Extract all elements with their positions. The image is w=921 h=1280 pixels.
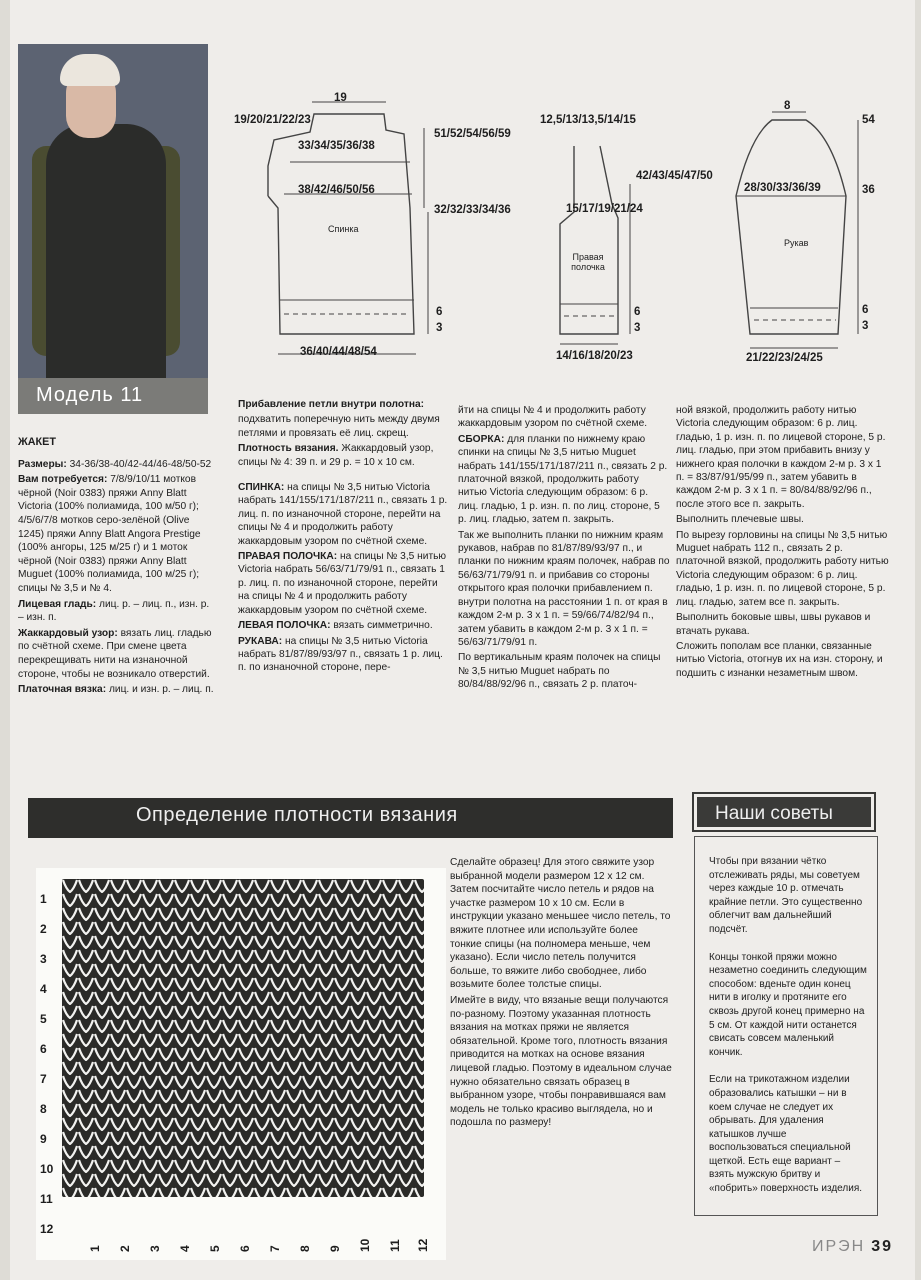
ruler-h-11: 11 xyxy=(388,1239,402,1252)
sleeve-bottom-label: 21/22/23/24/25 xyxy=(746,352,823,364)
text-column-2 xyxy=(238,398,448,677)
inc-title: Прибавление петли внутри полотна: xyxy=(238,399,425,410)
front-top-label: 12,5/13/13,5/14/15 xyxy=(540,114,636,126)
assembly-p2: Так же выполнить планки по нижним краям рукавов, набрав по 81/87/89/93/97 п., и планки по нижним краям полочек, набрав по 56/63/71/79/91 п. и прибавив со стороны открытого края полочки прибавлением п. внутри полотна на расстоянии 1 п. от края в каждом 2-м р. 3 х 1 п. = 59/66/74/82/94 п., затем убавить в каждом 2-м р. 3 х 1 п. = 56/63/71/79/91 п. xyxy=(458,529,670,648)
sleeve-right-1: 54 xyxy=(862,114,875,126)
back-section-text: на спицы № 3,5 нитью Victoria набрать 141/155/171/187/211 п., связать 1 р. лиц. п. по изнаночной стороне, перейти на спицы № 4 и продолжить работу жаккардовым узором по счётной схеме. xyxy=(238,482,448,547)
ruler-horizontal xyxy=(62,1200,442,1256)
front-name: Правая полочка xyxy=(571,252,605,272)
front-right-3: 6 xyxy=(634,306,641,318)
sleeve-right-2: 36 xyxy=(862,184,875,196)
density-text xyxy=(450,856,672,1132)
tips-title: Наши советы xyxy=(694,794,874,830)
gauge-label: Плотность вязания. xyxy=(238,443,339,455)
hair xyxy=(60,54,120,86)
ruler-v-9: 9 xyxy=(40,1132,47,1146)
left-front-label: ЛЕВАЯ ПОЛОЧКА: xyxy=(238,620,331,632)
jacq-value: вязать лиц. гладью по счётной схеме. При смене цвета перекрещивать нити на изнаночной стороне, чтобы не возникало отверстий. xyxy=(18,627,212,680)
stst-value: лиц. р. – лиц. п., изн. р. – изн. п. xyxy=(18,598,210,624)
figure xyxy=(46,124,166,384)
col4-p4: Выполнить боковые швы, швы рукавов и втачать рукава. xyxy=(676,612,871,637)
density-title: Определение плотности вязания xyxy=(136,804,458,826)
right-front-text: на спицы № 3,5 нитью Victoria набрать 56/63/71/79/91 п., связать 1 р. лиц. п. по изнаночной стороне, перейти на спицы № 4 и продолжить работу жаккардовым узором по счётной схеме. xyxy=(238,551,447,616)
front-bottom-label: 14/16/18/20/23 xyxy=(556,350,633,362)
sleeves-text: на спицы № 3,5 нитью Victoria набрать 81/87/89/93/97 п., связать 1 р. лиц. п. по изнаночной стороне, пере- xyxy=(238,635,443,674)
front-right-4: 3 xyxy=(634,322,641,334)
back-top-label: 19 xyxy=(334,92,347,104)
scheme-front xyxy=(530,84,730,384)
front-outline xyxy=(530,84,730,384)
ruler-h-3: 3 xyxy=(148,1245,162,1252)
scheme-back xyxy=(224,84,524,384)
col4-p2: Выполнить плечевые швы. xyxy=(676,514,804,526)
sleeve-top-label: 8 xyxy=(784,100,791,112)
garter-value: лиц. и изн. р. – лиц. п. xyxy=(108,684,214,696)
back-right-3: 6 xyxy=(436,306,443,318)
ruler-vertical xyxy=(36,880,60,1250)
text-column-4 xyxy=(676,404,890,682)
back-section-label: СПИНКА: xyxy=(238,482,285,494)
ruler-v-10: 10 xyxy=(40,1162,54,1176)
left-column xyxy=(18,436,216,699)
back-left-label: 19/20/21/22/23 xyxy=(234,114,311,126)
col4-p5: Сложить пополам все планки, связанные нитью Victoria, отогнув их на изн. сторону, и подшить с изнанки незаметным швом. xyxy=(676,640,883,679)
ruler-v-3: 3 xyxy=(40,952,47,966)
col4-p3: По вырезу горловины на спицы № 3,5 нитью Muguet набрать 112 п., связать 2 р. платочной вязкой, продолжить работу нитью Victoria следующим образом: 6 р. лиц. гладью, 1 р. изн. п. по лицевой стороне, 5 р. лиц. гладью, затем все п. закрыть. xyxy=(676,529,889,608)
left-front-text: вязать симметрично. xyxy=(333,620,433,632)
ruler-h-6: 6 xyxy=(238,1245,252,1252)
garter-label: Платочная вязка: xyxy=(18,684,107,696)
sleeves-cont: йти на спицы № 4 и продолжить работу жаккардовым узором по счётной схеме. xyxy=(458,405,648,430)
sizes-label: Размеры: xyxy=(18,458,67,470)
back-bottom-label: 36/40/44/48/54 xyxy=(300,346,377,358)
knit-swatch xyxy=(62,879,424,1197)
right-front-label: ПРАВАЯ ПОЛОЧКА: xyxy=(238,551,338,563)
density-p2: Имейте в виду, что вязаные вещи получаются по-разному. Поэтому указанная плотность вязания на мотках пряжи не является обязательной. Кроме того, плотность вязания приводится на мотках на основе вязания лицевой гладью. Поэтому в идеальном случае нужно обязательно связать образец в выбранном узоре, чтобы понравившаяся вам модель не только красиво выглядела, но и подошла по размеру! xyxy=(450,994,672,1129)
assembly-label: СБОРКА: xyxy=(458,433,505,445)
density-header xyxy=(28,798,673,838)
front-right-1: 42/43/45/47/50 xyxy=(636,170,713,182)
ruler-h-9: 9 xyxy=(328,1245,342,1252)
sleeve-right-4: 3 xyxy=(862,320,869,332)
ruler-v-12: 12 xyxy=(40,1222,54,1236)
scheme-sleeve xyxy=(726,84,906,384)
assembly-p3: По вертикальным краям полочек на спицы № 3,5 нитью Muguet набрать по 80/84/88/92/96 п., связать 2 р. платоч- xyxy=(458,652,661,691)
back-label-1: 33/34/35/36/38 xyxy=(298,140,375,152)
needs-value: 7/8/9/10/11 мотков чёрной (Noir 0383) пряжи Anny Blatt Victoria (100% полиамида, 100 м/50 г); 4/5/6/7/8 мотков серо-зелёной (Olive 1245) пряжи Anny Blatt Angora Prestige (100% ангоры, 125 м/25 г) и 1 моток чёрной (Noir 0383) пряжи Anny Blatt Muguet (100% полиамида, 100 м/25 г); спицы № 3,5 и № 4. xyxy=(18,474,201,594)
tip-3: Если на трикотажном изделии образовались катышки – ни в коем случае не следует их обрывать. Для удаления катышков лучше воспользоваться специальной щеткой. Есть еще вариант – взять мужскую бритву и «побрить» поверхность изделия. xyxy=(709,1074,863,1195)
col4-p1: ной вязкой, продолжить работу нитью Victoria следующим образом: 6 р. лиц. гладью, 1 р. изн. п. по лицевой стороне, 5 р. лиц. гладью, при этом прибавить внизу у нижнего края полочки в каждом 2-м р. 3 х 1 п. = 83/87/91/95/99 п., затем убавить в каждом 2-м р. 3 х 1 п. = 80/84/88/92/96 п., после этого все п. закрыть. xyxy=(676,405,886,510)
ruler-v-7: 7 xyxy=(40,1072,47,1086)
inc-text: подхватить поперечную нить между двумя петлями и провязать её лиц. скрещ. xyxy=(238,414,440,439)
density-p1: Сделайте образец! Для этого свяжите узор выбранной модели размером 12 х 12 см. Затем посчитайте число петель и рядов на участке размером 10 х 10 см. Если в инструкции указано меньшее число петель, то вяжите плотнее или используйте более тонкие спицы (на полномера меньше, чем указано). Если число петель получится больше, то вяжите либо свободнее, либо возьмите более толстые спицы. xyxy=(450,857,671,991)
sleeve-name: Рукав xyxy=(784,238,809,248)
ruler-h-12: 12 xyxy=(416,1238,430,1252)
back-right-2: 32/32/33/34/36 xyxy=(434,204,511,216)
ruler-v-8: 8 xyxy=(40,1102,47,1116)
ruler-v-5: 5 xyxy=(40,1012,47,1026)
sleeve-right-3: 6 xyxy=(862,304,869,316)
back-label-2: 38/42/46/50/56 xyxy=(298,184,375,196)
back-right-4: 3 xyxy=(436,322,443,334)
magazine-name: ИРЭН xyxy=(811,1238,866,1255)
ruler-h-7: 7 xyxy=(268,1245,282,1252)
page-number: 39 xyxy=(871,1238,893,1255)
assembly-text: для планки по нижнему краю спинки на спицы № 3,5 нитью Muguet набрать 141/155/171/187/211 п., связать 2 р. платочной вязкой, продолжить работу нитью Victoria следующим образом: 6 р. лиц. гладью, 1 р. изн. п. по лиц. стороне, 5 р. лиц. гладью, затем п. закрыть. xyxy=(458,433,668,526)
needs-label: Вам потребуется: xyxy=(18,474,108,486)
page-footer xyxy=(812,1238,893,1256)
garment-name: ЖАКЕТ xyxy=(18,436,56,448)
ruler-h-4: 4 xyxy=(178,1245,192,1252)
sleeve-mid-label: 28/30/33/36/39 xyxy=(744,182,821,194)
ruler-h-5: 5 xyxy=(208,1245,222,1252)
ruler-v-1: 1 xyxy=(40,892,47,906)
ruler-v-2: 2 xyxy=(40,922,47,936)
tip-1: Чтобы при вязании чётко отслеживать ряды, мы советуем через каждые 10 р. отмечать крайние петли. Это существенно облегчит вам дальнейший подсчёт. xyxy=(709,856,863,935)
back-name: Спинка xyxy=(328,224,359,234)
model-photo xyxy=(18,44,208,384)
ruler-h-2: 2 xyxy=(118,1245,132,1252)
front-mid-label: 15/17/19/21/24 xyxy=(566,203,643,215)
magazine-page xyxy=(10,0,915,1280)
stst-label: Лицевая гладь: xyxy=(18,598,97,610)
tip-2: Концы тонкой пряжи можно незаметно соединить следующим способом: вденьте один конец нити в иголку и протяните его сквозь другой конец примерно на 5 см. От каждой нити останется свисать совсем маленький кончик. xyxy=(709,951,867,1058)
model-title: Модель 11 xyxy=(18,378,208,414)
ruler-h-1: 1 xyxy=(88,1245,102,1252)
back-right-1: 51/52/54/56/59 xyxy=(434,128,511,140)
text-column-3 xyxy=(458,404,670,694)
ruler-v-4: 4 xyxy=(40,982,47,996)
ruler-v-6: 6 xyxy=(40,1042,47,1056)
sleeve-outline xyxy=(726,84,906,384)
ruler-h-10: 10 xyxy=(358,1238,372,1252)
sleeves-label: РУКАВА: xyxy=(238,635,283,647)
jacq-label: Жаккардовый узор: xyxy=(18,627,118,639)
gauge-text: Жаккардовый узор, спицы № 4: 39 п. и 29 р. = 10 x 10 см. xyxy=(238,443,434,468)
ruler-h-8: 8 xyxy=(298,1245,312,1252)
sizes-value: 34-36/38-40/42-44/46-48/50-52 xyxy=(69,458,212,470)
tips-box xyxy=(694,836,878,1216)
ruler-v-11: 11 xyxy=(40,1192,53,1206)
knit-pattern xyxy=(62,879,424,1197)
